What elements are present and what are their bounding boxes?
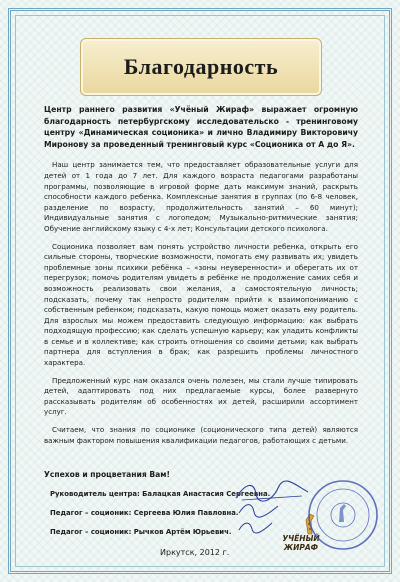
document-title: Благодарность (123, 54, 279, 79)
document-body (44, 104, 358, 453)
signer-director: Руководитель центра: Балацкая Анастасия Сергеевна. (50, 490, 271, 498)
body-paragraph: Наш центр занимается тем, что предоставляет образовательные услуги для детей от 1 года до 7 лет. Для каждого возраста педагогами разработаны программы, позволяющие в игровой форме дать максимум знаний, раскрыть способности каждого ребенка. Комплексные занятия в группах (по 6-8 человек, разделение по возрасту, продолжительность занятий – 60 минут); Индивидуальные занятия с логопедом; Музыкально-ритмические занятия; Обучение английскому языку с 4-х лет; Консультации детского психолога. (44, 160, 358, 233)
body-paragraph: Предложенный курс нам оказался очень полезен, мы стали лучше типировать детей, адаптировать под них предлагаемые курсы, более развернуто рассказывать родителям об особенностях их детей, расширили ассортимент услуг. (44, 375, 358, 417)
closing-wish: Успехов и процветания Вам! (44, 470, 170, 479)
body-paragraph: Соционика позволяет вам понять устройство личности ребенка, открыть его сильные стороны, творческие возможности, помогать ему развивать их; увидеть проблемные зоны психики ребёнка – «зоны неуверенности» и оберегать их от перегрузок; помочь родителям увидеть в ребёнке не продолжение самих себя и возможность реализовать свои желания, а самостоятельную личность; подсказать, почему так непросто родителям прийти к взаимопониманию с собственным ребенком; подсказать, какую помощь может оказать ему родитель. Для взрослых мы можем предоставить следующую информацию: как выбрать подходящую профессию; как сделать успешную карьеру; как уладить конфликты в семье и в коллективе; как строить отношения со своими детьми; как выбрать партнера для вступления в брак; как разрешить проблемы личностного характера. (44, 241, 358, 368)
signer-teacher-1: Педагог – соционик: Сергеева Юлия Павловна. (50, 509, 239, 517)
signer-teacher-2: Педагог – соционик: Рычков Артём Юрьевич. (50, 528, 232, 536)
lead-paragraph: Центр раннего развития «Учёный Жираф» выражает огромную благодарность петербургскому исследовательско - тренинговому центру «Динамическая соционика» и лично Владимиру Викторовичу Миронову за проведенный тренинговый курс «Соционика от А до Я». (44, 105, 358, 149)
logo-text: УЧЁНЫЙ ЖИРАФ (282, 534, 320, 552)
round-stamp (306, 478, 380, 552)
place-and-date: Иркутск, 2012 г. (160, 548, 230, 557)
title-plate (80, 38, 322, 96)
body-paragraph: Считаем, что знания по соционике (соционического типа детей) являются важным фактором повышения квалификации педагогов, работающих с детьми. (44, 425, 358, 445)
